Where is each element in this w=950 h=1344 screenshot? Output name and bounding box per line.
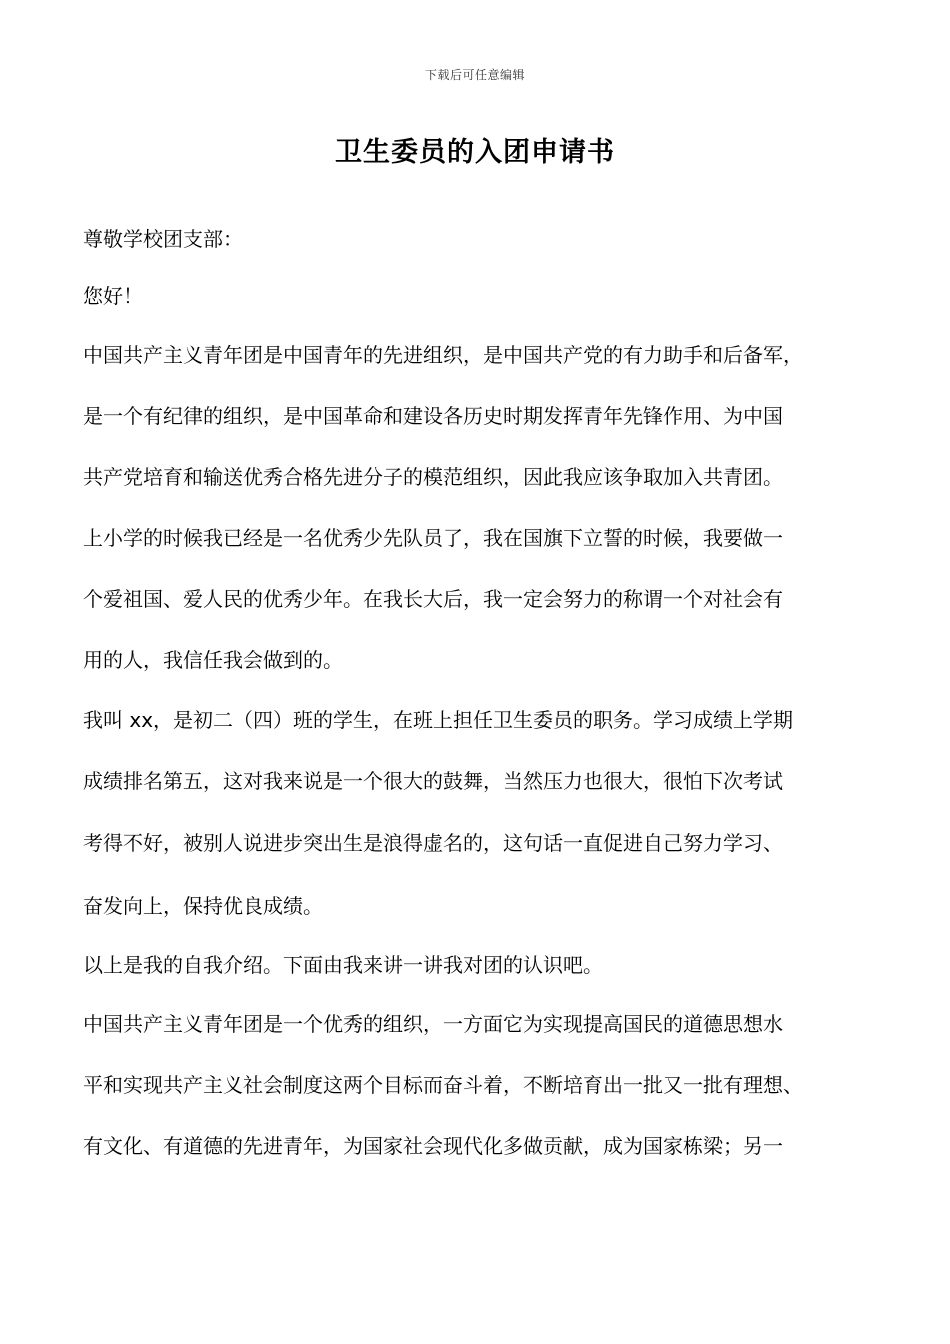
body-line: 奋发向上，保持优良成绩。	[83, 894, 323, 918]
body-line: 以上是我的自我介绍。下面由我来讲一讲我对团的认识吧。	[83, 953, 603, 977]
document-title: 卫生委员的入团申请书	[335, 137, 615, 168]
body-line: 中国共产主义青年团是中国青年的先进组织，是中国共产党的有力助手和后备军，	[83, 343, 803, 367]
header-note: 下载后可任意编辑	[424, 68, 525, 82]
body-line: 中国共产主义青年团是一个优秀的组织，一方面它为实现提高国民的道德思想水	[83, 1012, 783, 1036]
body-line: 是一个有纪律的组织，是中国革命和建设各历史时期发挥青年先锋作用、为中国	[83, 404, 783, 428]
body-line: 用的人，我信任我会做到的。	[83, 648, 343, 672]
greeting-line: 您好！	[83, 284, 143, 308]
body-line: 考得不好，被别人说进步突出生是浪得虚名的，这句话一直促进自己努力学习、	[83, 831, 783, 855]
body-line: 我叫 xx，是初二（四）班的学生，在班上担任卫生委员的职务。学习成绩上学期	[83, 708, 794, 732]
salutation-line: 尊敬学校团支部：	[83, 227, 243, 251]
body-line: 上小学的时候我已经是一名优秀少先队员了，我在国旗下立誓的时候，我要做一	[83, 526, 783, 550]
body-line: 共产党培育和输送优秀合格先进分子的模范组织，因此我应该争取加入共青团。	[83, 465, 783, 489]
body-line: 有文化、有道德的先进青年，为国家社会现代化多做贡献，成为国家栋梁；另一	[83, 1134, 783, 1158]
body-line: 平和实现共产主义社会制度这两个目标而奋斗着，不断培育出一批又一批有理想、	[83, 1073, 803, 1097]
body-line: 个爱祖国、爱人民的优秀少年。在我长大后，我一定会努力的称谓一个对社会有	[83, 587, 783, 611]
body-line: 成绩排名第五，这对我来说是一个很大的鼓舞，当然压力也很大，很怕下次考试	[83, 769, 783, 793]
